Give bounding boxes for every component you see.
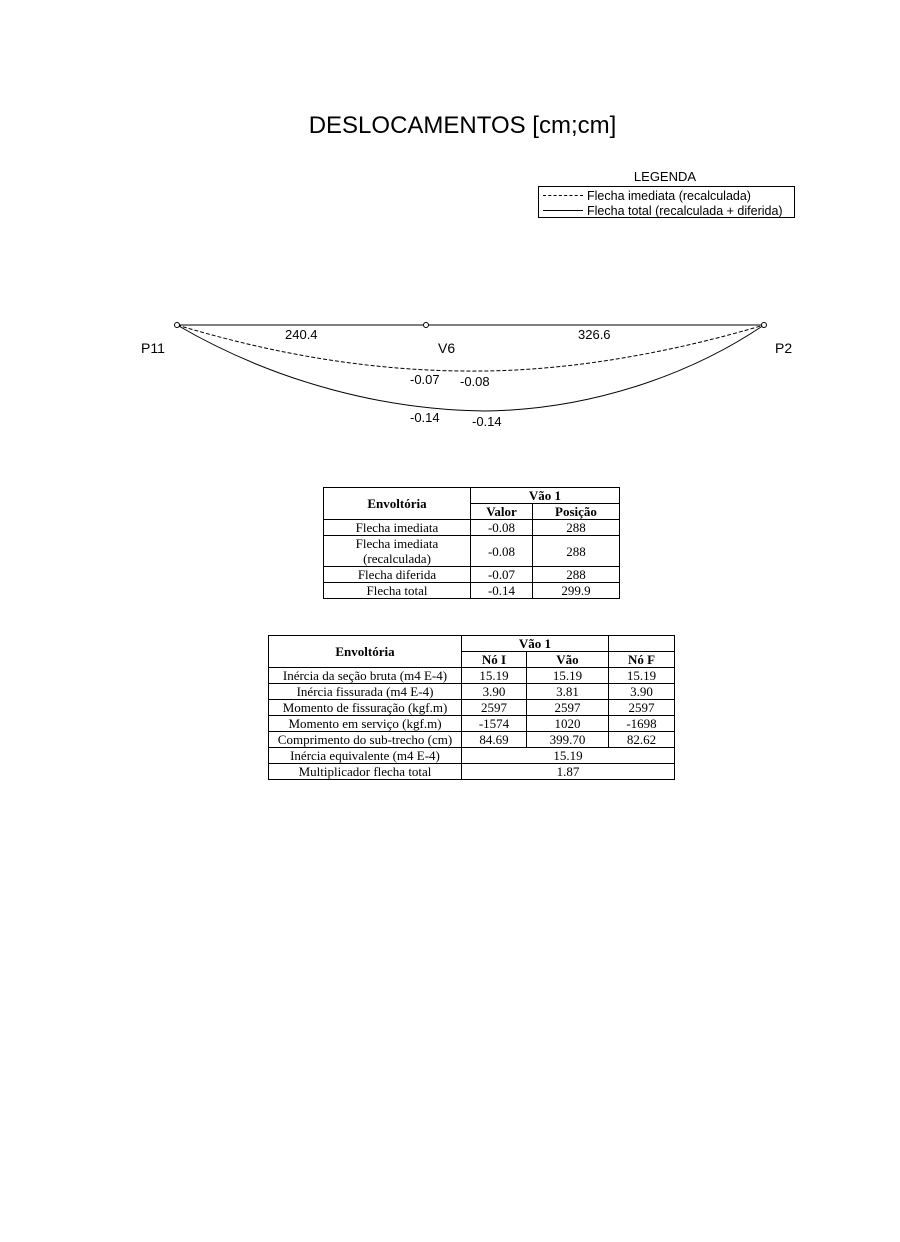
legend-title: LEGENDA [633, 169, 697, 184]
support-node-middle [424, 323, 429, 328]
header-valor: Valor [471, 504, 533, 520]
row-label: Flecha imediata [324, 520, 471, 536]
table-row [269, 732, 675, 748]
cell-vao: 15.19 [527, 668, 609, 684]
table-header-row [269, 636, 675, 652]
table-row [324, 583, 620, 599]
row-label: Flecha imediata (recalculada) [324, 536, 471, 567]
row-label: Momento em serviço (kgf.m) [269, 716, 462, 732]
header-vao: Vão [527, 652, 609, 668]
row-label: Multiplicador flecha total [269, 764, 462, 780]
cell-posicao: 299.9 [533, 583, 620, 599]
table-row [324, 520, 620, 536]
header-span: Vão 1 [471, 488, 620, 504]
total-label-2: -0.14 [472, 414, 502, 429]
immediate-label-2: -0.08 [460, 374, 490, 389]
support-node-right [762, 323, 767, 328]
header-empty [609, 636, 675, 652]
row-label: Comprimento do sub-trecho (cm) [269, 732, 462, 748]
legend-label-immediate: Flecha imediata (recalculada) [587, 188, 751, 203]
table-row [269, 684, 675, 700]
cell-valor: -0.08 [471, 520, 533, 536]
support-node-left [175, 323, 180, 328]
header-span: Vão 1 [462, 636, 609, 652]
row-label: Flecha total [324, 583, 471, 599]
table-row [269, 668, 675, 684]
table-row [269, 764, 675, 780]
row-label: Inércia equivalente (m4 E-4) [269, 748, 462, 764]
cell-valor: -0.14 [471, 583, 533, 599]
header-no-i: Nó I [462, 652, 527, 668]
span-length-2: 326.6 [578, 327, 611, 342]
cell-no-f: 2597 [609, 700, 675, 716]
cell-no-i: 84.69 [462, 732, 527, 748]
node-label-right: P2 [775, 340, 793, 356]
cell-no-i: 2597 [462, 700, 527, 716]
cell-no-i: -1574 [462, 716, 527, 732]
header-posicao: Posição [533, 504, 620, 520]
deflection-diagram [0, 0, 900, 460]
cell-valor: -0.07 [471, 567, 533, 583]
table-header-row [324, 488, 620, 504]
beam-name: V6 [438, 340, 456, 356]
immediate-deflection-curve [177, 325, 764, 371]
cell-vao: 3.81 [527, 684, 609, 700]
immediate-label-1: -0.07 [410, 372, 440, 387]
cell-vao: 1020 [527, 716, 609, 732]
table-row [269, 716, 675, 732]
span-length-1: 240.4 [285, 327, 318, 342]
row-label: Inércia fissurada (m4 E-4) [269, 684, 462, 700]
row-label: Flecha diferida [324, 567, 471, 583]
cell-vao: 2597 [527, 700, 609, 716]
table-row [269, 748, 675, 764]
cell-vao: 399.70 [527, 732, 609, 748]
cell-no-f: 3.90 [609, 684, 675, 700]
legend-label-total: Flecha total (recalculada + diferida) [587, 203, 783, 218]
cell-posicao: 288 [533, 536, 620, 567]
cell-merged-value: 1.87 [462, 764, 675, 780]
cell-no-f: 82.62 [609, 732, 675, 748]
cell-no-f: -1698 [609, 716, 675, 732]
header-envoltoria: Envoltória [324, 488, 471, 520]
cell-valor: -0.08 [471, 536, 533, 567]
cell-no-f: 15.19 [609, 668, 675, 684]
cell-no-i: 15.19 [462, 668, 527, 684]
cell-posicao: 288 [533, 520, 620, 536]
node-label-left: P11 [141, 340, 165, 356]
table-row [324, 567, 620, 583]
header-no-f: Nó F [609, 652, 675, 668]
table-row [324, 536, 620, 567]
header-envoltoria: Envoltória [269, 636, 462, 668]
table-row [269, 700, 675, 716]
page-title: DESLOCAMENTOS [cm;cm] [308, 112, 617, 139]
row-label: Momento de fissuração (kgf.m) [269, 700, 462, 716]
total-label-1: -0.14 [410, 410, 440, 425]
cell-merged-value: 15.19 [462, 748, 675, 764]
cell-no-i: 3.90 [462, 684, 527, 700]
row-label: Inércia da seção bruta (m4 E-4) [269, 668, 462, 684]
cell-posicao: 288 [533, 567, 620, 583]
total-deflection-curve [177, 325, 764, 411]
deflection-summary-table [323, 487, 620, 599]
section-properties-table [268, 635, 675, 780]
